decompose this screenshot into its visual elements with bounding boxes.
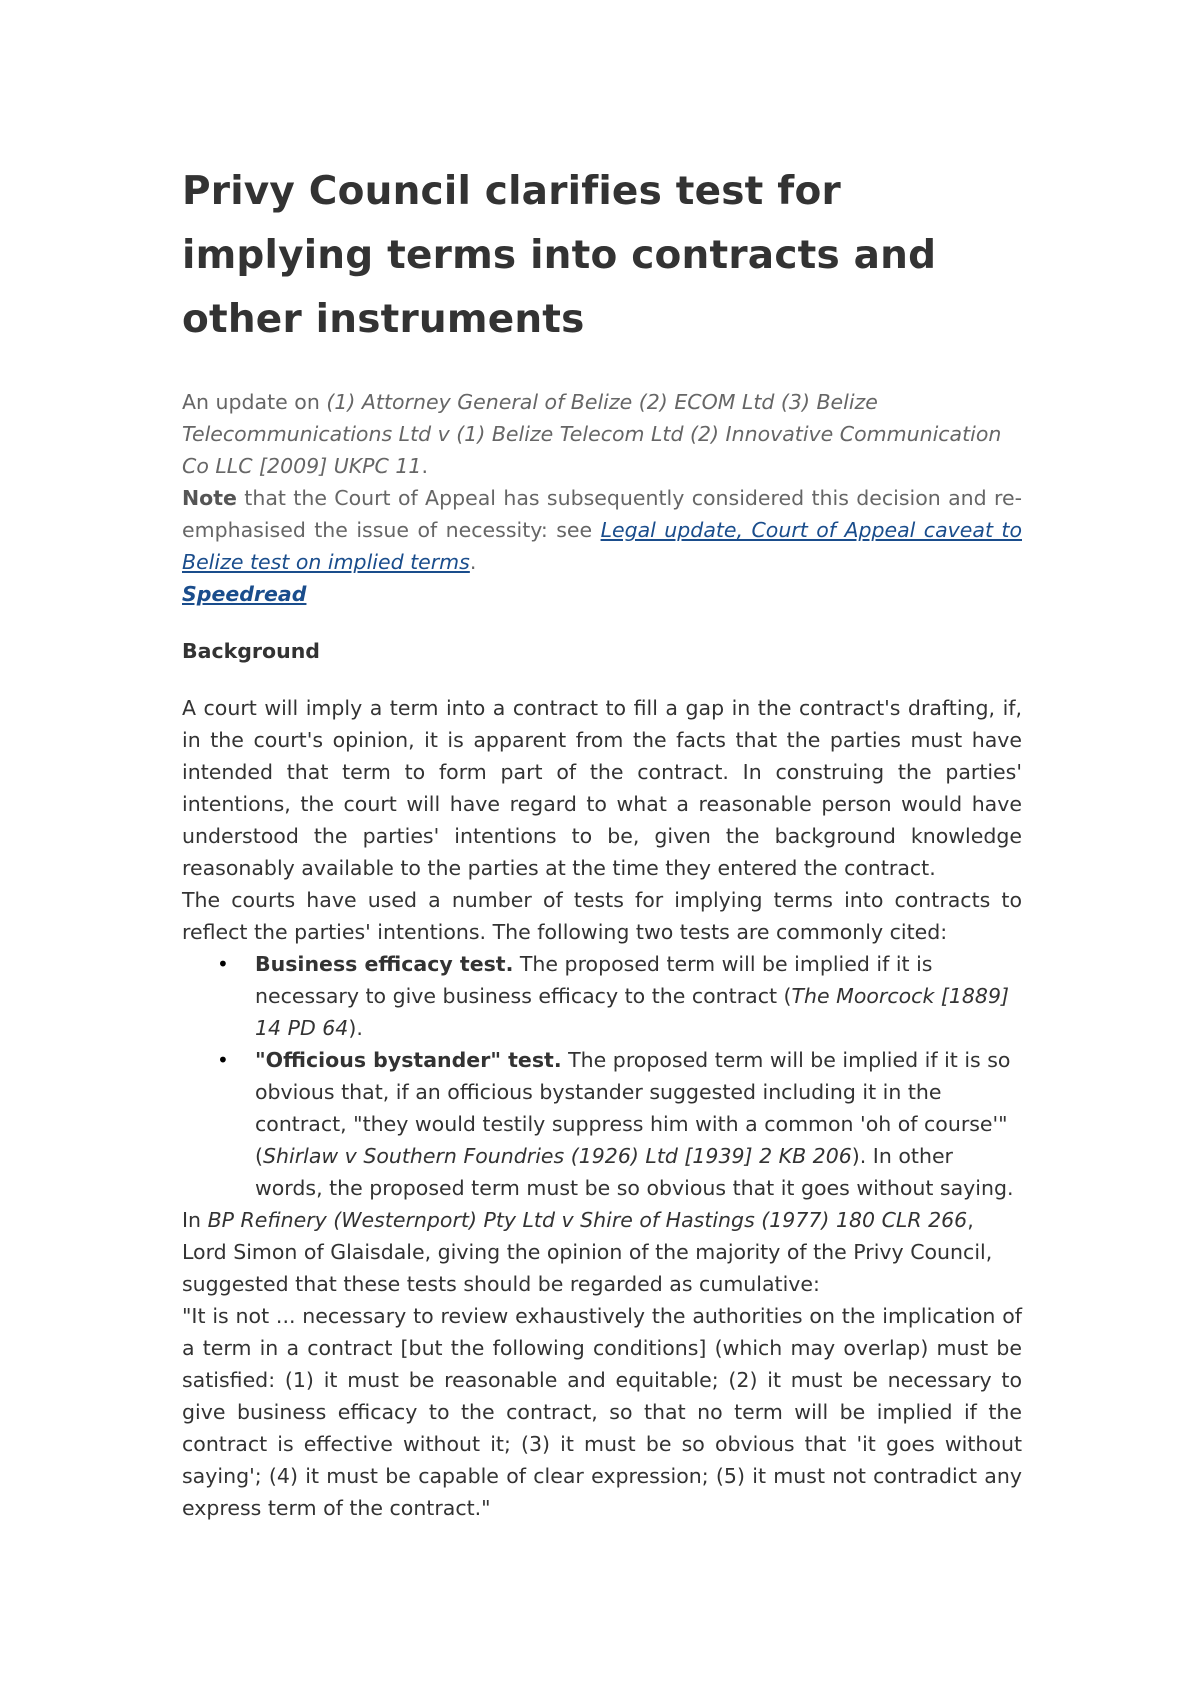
note-end: .: [469, 550, 477, 574]
bullet-icon: •: [217, 952, 229, 976]
bp-prefix: In: [182, 1208, 208, 1232]
note-label: Note: [182, 486, 237, 510]
test-citation: The Moorcock [1889] 14 PD 64: [255, 984, 1009, 1040]
intro-prefix: An update on: [182, 390, 327, 414]
note-text: that the Court of Appeal has subsequently considered this decision and re-emphasised the issue of necessity: see: [182, 486, 1022, 542]
list-item-officious-bystander: [217, 1044, 1022, 1204]
background-heading: Background: [182, 639, 320, 663]
test-citation: Shirlaw v Southern Foundries (1926) Ltd [1939] 2 KB 206: [263, 1144, 852, 1168]
test-end: ).: [348, 1016, 363, 1040]
test-text: The proposed term will be implied if it is necessary to give business efficacy to the contract (: [255, 952, 933, 1008]
note-paragraph: [182, 482, 1022, 578]
bp-text: , Lord Simon of Glaisdale, giving the opinion of the majority of the Privy Council, suggested that these tests should be regarded as cumulative:: [182, 1208, 993, 1296]
quote-paragraph: "It is not ... necessary to review exhaustively the authorities on the implication of a term in a contract [but the following conditions] (which may overlap) must be satisfied: (1) it must be reasonable and equitable; (2) it must be necessary to give business efficacy to the contract, so that no term will be implied if the contract is effective without it; (3) it must be so obvious that 'it goes without saying'; (4) it must be capable of clear expression; (5) it must not contradict any express term of the contract.": [182, 1304, 1022, 1520]
speedread-link[interactable]: Speedread: [182, 582, 307, 606]
tests-list: [182, 948, 1022, 1204]
test-end: ). In other words, the proposed term must be so obvious that it goes without saying.: [255, 1144, 1014, 1200]
page-title: Privy Council clarifies test for implying terms into contracts and other instruments: [182, 169, 937, 342]
test-label: "Officious bystander" test.: [255, 1048, 562, 1072]
bullet-icon: •: [217, 1048, 229, 1072]
background-paragraph-1: A court will imply a term into a contract to fill a gap in the contract's drafting, if, in the court's opinion, it is apparent from the facts that the parties must have intended that term to form part of the contract. In construing the parties' intentions, the court will have regard to what a reasonable person would have understood the parties' intentions to be, given the background knowledge reasonably available to the parties at the time they entered the contract.: [182, 696, 1022, 880]
background-paragraph-2: The courts have used a number of tests for implying terms into contracts to reflect the parties' intentions. The following two tests are commonly cited:: [182, 888, 1022, 944]
document-page: [182, 160, 1022, 1524]
intro-paragraph: [182, 386, 1022, 482]
intro-suffix: .: [421, 454, 428, 478]
test-label: Business efficacy test.: [255, 952, 514, 976]
list-item-business-efficacy: [217, 948, 1022, 1044]
bp-citation: BP Refinery (Westernport) Pty Ltd v Shire of Hastings (1977) 180 CLR 266: [207, 1208, 968, 1232]
test-text: The proposed term will be implied if it is so obvious that, if an officious bystander suggested including it in the contract, "they would testily suppress him with a common 'oh of course'" (: [255, 1048, 1011, 1168]
case-name: (1) Attorney General of Belize (2) ECOM Ltd (3) Belize Telecommunications Ltd v (1) Belize Telecom Ltd (2) Innovative Communication Co LLC [2009] UKPC 11: [182, 390, 1002, 478]
bp-refinery-paragraph: [182, 1204, 1022, 1300]
legal-update-link[interactable]: Legal update, Court of Appeal caveat to Belize test on implied terms: [182, 518, 1022, 574]
